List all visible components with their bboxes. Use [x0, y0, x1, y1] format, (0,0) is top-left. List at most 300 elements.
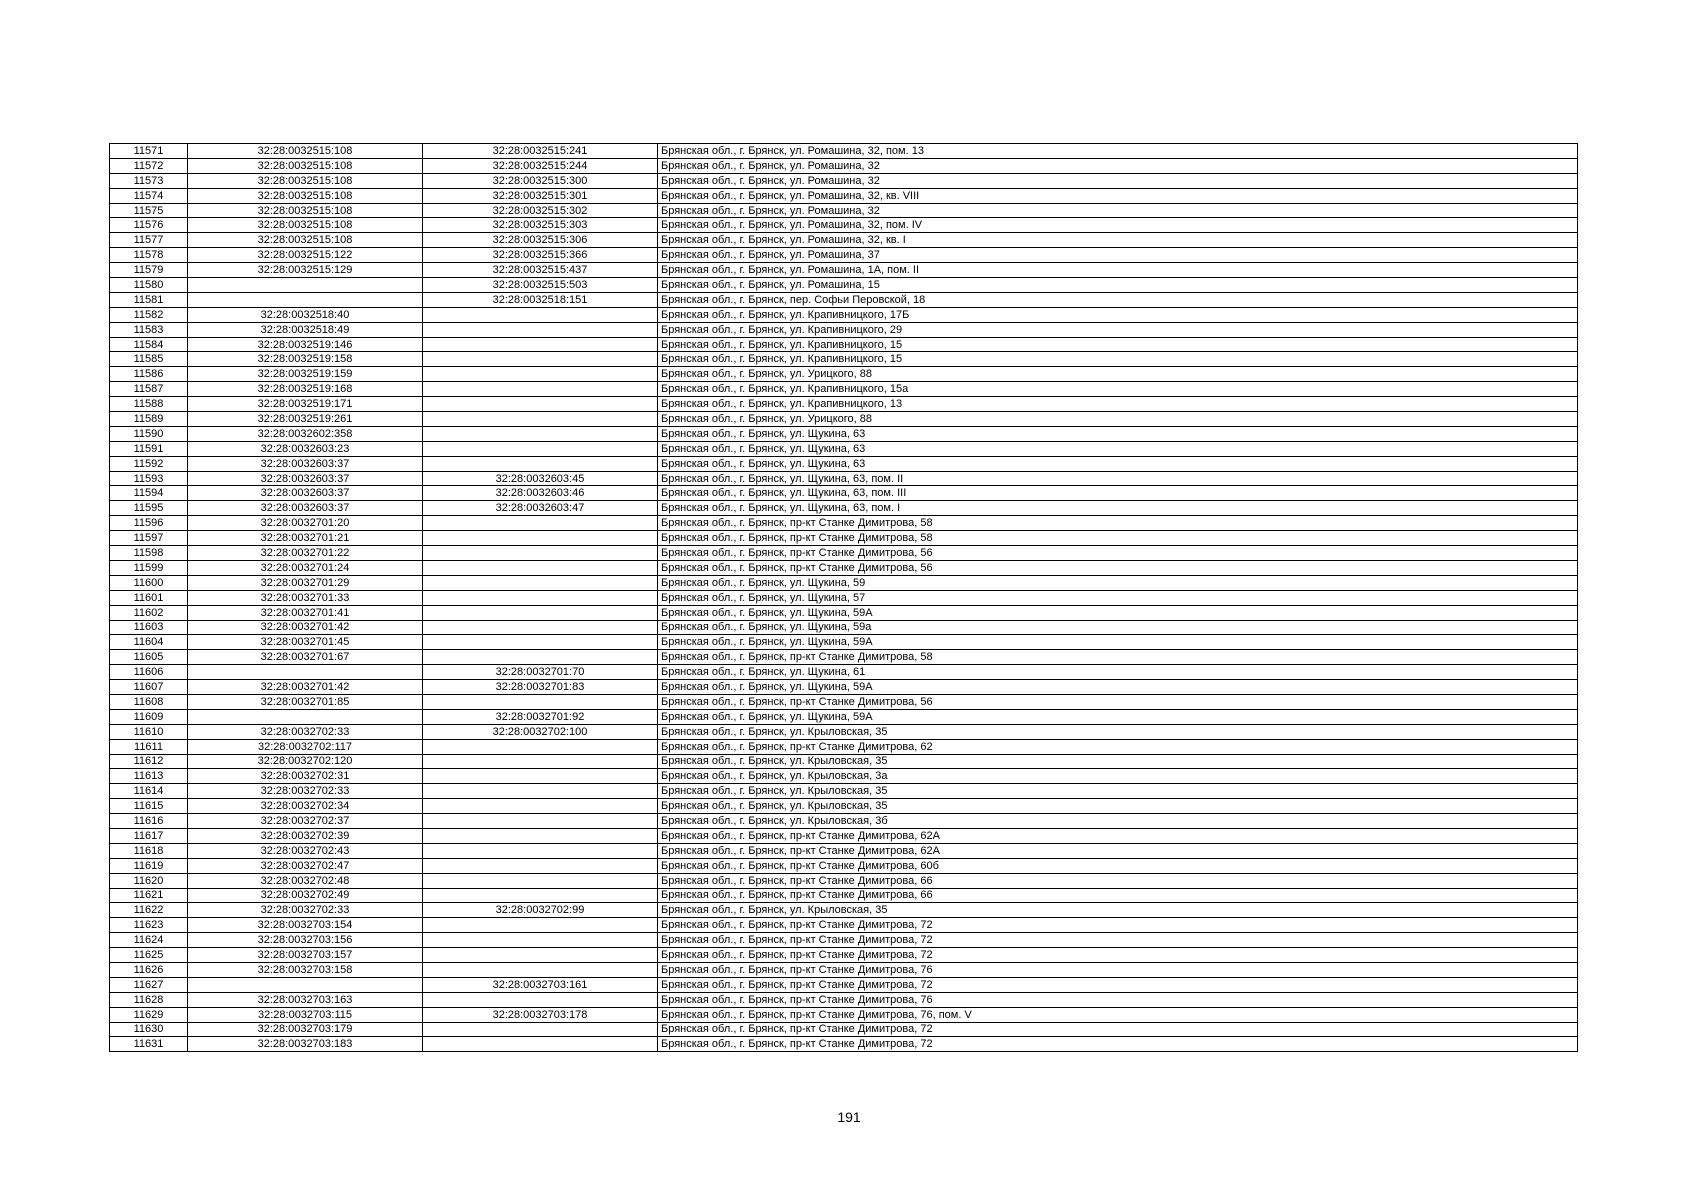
row-number-cell: 11587: [110, 382, 188, 397]
row-number-cell: 11625: [110, 948, 188, 963]
address-cell: Брянская обл., г. Брянск, пр-кт Станке Димитрова, 72: [658, 1037, 1578, 1052]
object-cadastral-number-cell: [423, 888, 658, 903]
address-cell: Брянская обл., г. Брянск, ул. Щукина, 63, пом. III: [658, 486, 1578, 501]
object-cadastral-number-cell: [423, 873, 658, 888]
row-number-cell: 11607: [110, 680, 188, 695]
table-row: [110, 977, 1578, 992]
land-cadastral-number-cell: 32:28:0032701:22: [188, 546, 423, 561]
table-row: [110, 546, 1578, 561]
table-row: [110, 352, 1578, 367]
address-cell: Брянская обл., г. Брянск, ул. Ромашина, 32, кв. VIII: [658, 188, 1578, 203]
address-cell: Брянская обл., г. Брянск, пр-кт Станке Димитрова, 58: [658, 650, 1578, 665]
row-number-cell: 11595: [110, 501, 188, 516]
table-row: [110, 858, 1578, 873]
land-cadastral-number-cell: 32:28:0032702:47: [188, 858, 423, 873]
object-cadastral-number-cell: [423, 933, 658, 948]
row-number-cell: 11621: [110, 888, 188, 903]
address-cell: Брянская обл., г. Брянск, ул. Ромашина, 1А, пом. II: [658, 263, 1578, 278]
object-cadastral-number-cell: [423, 441, 658, 456]
object-cadastral-number-cell: [423, 590, 658, 605]
row-number-cell: 11616: [110, 814, 188, 829]
object-cadastral-number-cell: 32:28:0032701:83: [423, 680, 658, 695]
land-cadastral-number-cell: 32:28:0032702:43: [188, 843, 423, 858]
table-row: [110, 516, 1578, 531]
land-cadastral-number-cell: 32:28:0032519:168: [188, 382, 423, 397]
table-row: [110, 784, 1578, 799]
land-cadastral-number-cell: [188, 977, 423, 992]
land-cadastral-number-cell: 32:28:0032701:24: [188, 560, 423, 575]
table-row: [110, 933, 1578, 948]
row-number-cell: 11611: [110, 739, 188, 754]
address-cell: Брянская обл., г. Брянск, пр-кт Станке Димитрова, 76: [658, 962, 1578, 977]
table-row: [110, 441, 1578, 456]
table-row: [110, 739, 1578, 754]
address-cell: Брянская обл., г. Брянск, ул. Ромашина, 15: [658, 278, 1578, 293]
land-cadastral-number-cell: 32:28:0032515:108: [188, 233, 423, 248]
land-cadastral-number-cell: 32:28:0032703:154: [188, 918, 423, 933]
table-row: [110, 471, 1578, 486]
object-cadastral-number-cell: [423, 799, 658, 814]
land-cadastral-number-cell: 32:28:0032603:37: [188, 456, 423, 471]
address-cell: Брянская обл., г. Брянск, ул. Крыловская, 3б: [658, 814, 1578, 829]
address-cell: Брянская обл., г. Брянск, ул. Щукина, 61: [658, 665, 1578, 680]
row-number-cell: 11608: [110, 694, 188, 709]
object-cadastral-number-cell: 32:28:0032701:92: [423, 709, 658, 724]
table-row: [110, 992, 1578, 1007]
object-cadastral-number-cell: [423, 694, 658, 709]
row-number-cell: 11575: [110, 203, 188, 218]
land-cadastral-number-cell: 32:28:0032701:29: [188, 575, 423, 590]
row-number-cell: 11612: [110, 754, 188, 769]
land-cadastral-number-cell: 32:28:0032701:42: [188, 680, 423, 695]
object-cadastral-number-cell: [423, 620, 658, 635]
land-cadastral-number-cell: 32:28:0032702:39: [188, 828, 423, 843]
object-cadastral-number-cell: [423, 769, 658, 784]
land-cadastral-number-cell: 32:28:0032519:159: [188, 367, 423, 382]
address-cell: Брянская обл., г. Брянск, ул. Урицкого, 88: [658, 367, 1578, 382]
row-number-cell: 11628: [110, 992, 188, 1007]
land-cadastral-number-cell: 32:28:0032515:122: [188, 248, 423, 263]
object-cadastral-number-cell: [423, 307, 658, 322]
table-row: [110, 322, 1578, 337]
table-row: [110, 620, 1578, 635]
row-number-cell: 11571: [110, 144, 188, 159]
object-cadastral-number-cell: [423, 635, 658, 650]
object-cadastral-number-cell: [423, 754, 658, 769]
row-number-cell: 11577: [110, 233, 188, 248]
table-row: [110, 307, 1578, 322]
row-number-cell: 11631: [110, 1037, 188, 1052]
address-cell: Брянская обл., г. Брянск, ул. Щукина, 63, пом. I: [658, 501, 1578, 516]
table-row: [110, 456, 1578, 471]
row-number-cell: 11578: [110, 248, 188, 263]
address-cell: Брянская обл., г. Брянск, ул. Крыловская, 35: [658, 784, 1578, 799]
land-cadastral-number-cell: 32:28:0032519:261: [188, 412, 423, 427]
page-number: 191: [837, 1109, 861, 1125]
address-cell: Брянская обл., г. Брянск, пр-кт Станке Димитрова, 76: [658, 992, 1578, 1007]
row-number-cell: 11582: [110, 307, 188, 322]
table-row: [110, 635, 1578, 650]
land-cadastral-number-cell: 32:28:0032603:37: [188, 471, 423, 486]
land-cadastral-number-cell: [188, 292, 423, 307]
table-row: [110, 292, 1578, 307]
object-cadastral-number-cell: [423, 1037, 658, 1052]
table-row: [110, 1037, 1578, 1052]
object-cadastral-number-cell: 32:28:0032701:70: [423, 665, 658, 680]
table-row: [110, 650, 1578, 665]
address-cell: Брянская обл., г. Брянск, пр-кт Станке Димитрова, 56: [658, 694, 1578, 709]
row-number-cell: 11627: [110, 977, 188, 992]
row-number-cell: 11580: [110, 278, 188, 293]
row-number-cell: 11630: [110, 1022, 188, 1037]
land-cadastral-number-cell: 32:28:0032701:20: [188, 516, 423, 531]
address-cell: Брянская обл., г. Брянск, ул. Щукина, 63, пом. II: [658, 471, 1578, 486]
row-number-cell: 11624: [110, 933, 188, 948]
table-row: [110, 590, 1578, 605]
table-row: [110, 560, 1578, 575]
object-cadastral-number-cell: [423, 858, 658, 873]
address-cell: Брянская обл., г. Брянск, ул. Ромашина, 32: [658, 158, 1578, 173]
row-number-cell: 11579: [110, 263, 188, 278]
row-number-cell: 11613: [110, 769, 188, 784]
table-row: [110, 426, 1578, 441]
object-cadastral-number-cell: [423, 531, 658, 546]
object-cadastral-number-cell: [423, 962, 658, 977]
row-number-cell: 11583: [110, 322, 188, 337]
address-cell: Брянская обл., г. Брянск, ул. Щукина, 63: [658, 456, 1578, 471]
land-cadastral-number-cell: 32:28:0032602:358: [188, 426, 423, 441]
object-cadastral-number-cell: 32:28:0032702:100: [423, 724, 658, 739]
table-row: [110, 218, 1578, 233]
address-cell: Брянская обл., г. Брянск, ул. Щукина, 63: [658, 426, 1578, 441]
row-number-cell: 11609: [110, 709, 188, 724]
address-cell: Брянская обл., г. Брянск, ул. Крапивницкого, 29: [658, 322, 1578, 337]
row-number-cell: 11622: [110, 903, 188, 918]
land-cadastral-number-cell: 32:28:0032702:33: [188, 724, 423, 739]
row-number-cell: 11604: [110, 635, 188, 650]
address-cell: Брянская обл., г. Брянск, ул. Крыловская, 35: [658, 754, 1578, 769]
row-number-cell: 11581: [110, 292, 188, 307]
land-cadastral-number-cell: 32:28:0032702:48: [188, 873, 423, 888]
object-cadastral-number-cell: 32:28:0032515:302: [423, 203, 658, 218]
land-cadastral-number-cell: 32:28:0032519:171: [188, 397, 423, 412]
address-cell: Брянская обл., г. Брянск, ул. Щукина, 59А: [658, 605, 1578, 620]
object-cadastral-number-cell: [423, 337, 658, 352]
table-row: [110, 233, 1578, 248]
object-cadastral-number-cell: [423, 352, 658, 367]
object-cadastral-number-cell: 32:28:0032515:244: [423, 158, 658, 173]
table-row: [110, 337, 1578, 352]
address-cell: Брянская обл., г. Брянск, ул. Ромашина, 32, пом. 13: [658, 144, 1578, 159]
object-cadastral-number-cell: 32:28:0032603:46: [423, 486, 658, 501]
table-row: [110, 486, 1578, 501]
address-cell: Брянская обл., г. Брянск, пр-кт Станке Димитрова, 58: [658, 531, 1578, 546]
land-cadastral-number-cell: 32:28:0032702:33: [188, 903, 423, 918]
object-cadastral-number-cell: 32:28:0032603:47: [423, 501, 658, 516]
address-cell: Брянская обл., г. Брянск, пер. Софьи Перовской, 18: [658, 292, 1578, 307]
land-cadastral-number-cell: 32:28:0032702:31: [188, 769, 423, 784]
row-number-cell: 11599: [110, 560, 188, 575]
table-row: [110, 814, 1578, 829]
register-table-body: [110, 144, 1578, 1052]
address-cell: Брянская обл., г. Брянск, пр-кт Станке Димитрова, 72: [658, 977, 1578, 992]
address-cell: Брянская обл., г. Брянск, ул. Урицкого, 88: [658, 412, 1578, 427]
land-cadastral-number-cell: 32:28:0032515:108: [188, 188, 423, 203]
row-number-cell: 11590: [110, 426, 188, 441]
table-row: [110, 278, 1578, 293]
address-cell: Брянская обл., г. Брянск, ул. Крыловская, 35: [658, 799, 1578, 814]
table-row: [110, 903, 1578, 918]
object-cadastral-number-cell: 32:28:0032603:45: [423, 471, 658, 486]
address-cell: Брянская обл., г. Брянск, ул. Ромашина, 32: [658, 203, 1578, 218]
row-number-cell: 11586: [110, 367, 188, 382]
row-number-cell: 11591: [110, 441, 188, 456]
object-cadastral-number-cell: [423, 456, 658, 471]
land-cadastral-number-cell: 32:28:0032702:34: [188, 799, 423, 814]
address-cell: Брянская обл., г. Брянск, пр-кт Станке Димитрова, 58: [658, 516, 1578, 531]
row-number-cell: 11606: [110, 665, 188, 680]
table-row: [110, 501, 1578, 516]
row-number-cell: 11596: [110, 516, 188, 531]
object-cadastral-number-cell: [423, 828, 658, 843]
address-cell: Брянская обл., г. Брянск, пр-кт Станке Димитрова, 72: [658, 933, 1578, 948]
object-cadastral-number-cell: [423, 322, 658, 337]
object-cadastral-number-cell: [423, 843, 658, 858]
object-cadastral-number-cell: 32:28:0032515:303: [423, 218, 658, 233]
address-cell: Брянская обл., г. Брянск, ул. Крапивницкого, 15а: [658, 382, 1578, 397]
row-number-cell: 11594: [110, 486, 188, 501]
row-number-cell: 11603: [110, 620, 188, 635]
row-number-cell: 11589: [110, 412, 188, 427]
table-row: [110, 412, 1578, 427]
table-row: [110, 531, 1578, 546]
table-row: [110, 248, 1578, 263]
land-cadastral-number-cell: 32:28:0032603:23: [188, 441, 423, 456]
land-cadastral-number-cell: 32:28:0032515:108: [188, 218, 423, 233]
row-number-cell: 11588: [110, 397, 188, 412]
row-number-cell: 11618: [110, 843, 188, 858]
land-cadastral-number-cell: 32:28:0032519:146: [188, 337, 423, 352]
object-cadastral-number-cell: 32:28:0032703:178: [423, 1007, 658, 1022]
address-cell: Брянская обл., г. Брянск, пр-кт Станке Димитрова, 72: [658, 948, 1578, 963]
object-cadastral-number-cell: [423, 948, 658, 963]
land-cadastral-number-cell: 32:28:0032702:49: [188, 888, 423, 903]
row-number-cell: 11585: [110, 352, 188, 367]
land-cadastral-number-cell: [188, 278, 423, 293]
land-cadastral-number-cell: 32:28:0032701:67: [188, 650, 423, 665]
land-cadastral-number-cell: 32:28:0032701:33: [188, 590, 423, 605]
object-cadastral-number-cell: 32:28:0032515:437: [423, 263, 658, 278]
object-cadastral-number-cell: 32:28:0032515:241: [423, 144, 658, 159]
object-cadastral-number-cell: [423, 426, 658, 441]
address-cell: Брянская обл., г. Брянск, ул. Крыловская, 35: [658, 903, 1578, 918]
address-cell: Брянская обл., г. Брянск, ул. Щукина, 59а: [658, 620, 1578, 635]
table-row: [110, 843, 1578, 858]
object-cadastral-number-cell: 32:28:0032515:300: [423, 173, 658, 188]
address-cell: Брянская обл., г. Брянск, пр-кт Станке Димитрова, 56: [658, 560, 1578, 575]
address-cell: Брянская обл., г. Брянск, ул. Щукина, 59А: [658, 680, 1578, 695]
address-cell: Брянская обл., г. Брянск, пр-кт Станке Димитрова, 66: [658, 888, 1578, 903]
land-cadastral-number-cell: 32:28:0032701:21: [188, 531, 423, 546]
table-row: [110, 382, 1578, 397]
row-number-cell: 11629: [110, 1007, 188, 1022]
row-number-cell: 11598: [110, 546, 188, 561]
row-number-cell: 11619: [110, 858, 188, 873]
table-row: [110, 1007, 1578, 1022]
land-cadastral-number-cell: 32:28:0032703:183: [188, 1037, 423, 1052]
address-cell: Брянская обл., г. Брянск, ул. Щукина, 63: [658, 441, 1578, 456]
address-cell: Брянская обл., г. Брянск, ул. Крапивницкого, 15: [658, 352, 1578, 367]
object-cadastral-number-cell: 32:28:0032515:503: [423, 278, 658, 293]
land-cadastral-number-cell: 32:28:0032519:158: [188, 352, 423, 367]
address-cell: Брянская обл., г. Брянск, пр-кт Станке Димитрова, 60б: [658, 858, 1578, 873]
land-cadastral-number-cell: [188, 709, 423, 724]
object-cadastral-number-cell: [423, 992, 658, 1007]
land-cadastral-number-cell: 32:28:0032702:37: [188, 814, 423, 829]
address-cell: Брянская обл., г. Брянск, пр-кт Станке Димитрова, 72: [658, 918, 1578, 933]
land-cadastral-number-cell: 32:28:0032702:120: [188, 754, 423, 769]
object-cadastral-number-cell: [423, 412, 658, 427]
land-cadastral-number-cell: 32:28:0032701:45: [188, 635, 423, 650]
row-number-cell: 11617: [110, 828, 188, 843]
object-cadastral-number-cell: 32:28:0032518:151: [423, 292, 658, 307]
address-cell: Брянская обл., г. Брянск, ул. Ромашина, 32: [658, 173, 1578, 188]
address-cell: Брянская обл., г. Брянск, ул. Ромашина, 37: [658, 248, 1578, 263]
address-cell: Брянская обл., г. Брянск, пр-кт Станке Димитрова, 76, пом. V: [658, 1007, 1578, 1022]
table-row: [110, 680, 1578, 695]
table-row: [110, 605, 1578, 620]
table-row: [110, 694, 1578, 709]
table-row: [110, 188, 1578, 203]
land-cadastral-number-cell: [188, 665, 423, 680]
object-cadastral-number-cell: [423, 560, 658, 575]
object-cadastral-number-cell: 32:28:0032515:301: [423, 188, 658, 203]
object-cadastral-number-cell: [423, 397, 658, 412]
row-number-cell: 11626: [110, 962, 188, 977]
object-cadastral-number-cell: [423, 546, 658, 561]
land-cadastral-number-cell: 32:28:0032603:37: [188, 486, 423, 501]
land-cadastral-number-cell: 32:28:0032515:108: [188, 144, 423, 159]
table-row: [110, 828, 1578, 843]
table-row: [110, 158, 1578, 173]
row-number-cell: 11620: [110, 873, 188, 888]
address-cell: Брянская обл., г. Брянск, ул. Крыловская, 3а: [658, 769, 1578, 784]
row-number-cell: 11592: [110, 456, 188, 471]
table-row: [110, 724, 1578, 739]
table-row: [110, 173, 1578, 188]
object-cadastral-number-cell: [423, 784, 658, 799]
land-cadastral-number-cell: 32:28:0032703:179: [188, 1022, 423, 1037]
land-cadastral-number-cell: 32:28:0032518:49: [188, 322, 423, 337]
object-cadastral-number-cell: [423, 605, 658, 620]
row-number-cell: 11601: [110, 590, 188, 605]
object-cadastral-number-cell: [423, 382, 658, 397]
address-cell: Брянская обл., г. Брянск, ул. Щукина, 59А: [658, 709, 1578, 724]
address-cell: Брянская обл., г. Брянск, ул. Крыловская, 35: [658, 724, 1578, 739]
table-row: [110, 769, 1578, 784]
row-number-cell: 11584: [110, 337, 188, 352]
row-number-cell: 11614: [110, 784, 188, 799]
table-row: [110, 665, 1578, 680]
row-number-cell: 11623: [110, 918, 188, 933]
object-cadastral-number-cell: [423, 575, 658, 590]
table-row: [110, 948, 1578, 963]
table-row: [110, 709, 1578, 724]
address-cell: Брянская обл., г. Брянск, ул. Ромашина, 32, кв. I: [658, 233, 1578, 248]
row-number-cell: 11574: [110, 188, 188, 203]
land-cadastral-number-cell: 32:28:0032703:115: [188, 1007, 423, 1022]
object-cadastral-number-cell: [423, 918, 658, 933]
address-cell: Брянская обл., г. Брянск, пр-кт Станке Димитрова, 56: [658, 546, 1578, 561]
object-cadastral-number-cell: 32:28:0032515:306: [423, 233, 658, 248]
land-cadastral-number-cell: 32:28:0032518:40: [188, 307, 423, 322]
table-row: [110, 575, 1578, 590]
address-cell: Брянская обл., г. Брянск, ул. Щукина, 57: [658, 590, 1578, 605]
address-cell: Брянская обл., г. Брянск, пр-кт Станке Димитрова, 62А: [658, 843, 1578, 858]
table-row: [110, 263, 1578, 278]
register-table: [109, 143, 1578, 1052]
land-cadastral-number-cell: 32:28:0032515:108: [188, 173, 423, 188]
object-cadastral-number-cell: [423, 650, 658, 665]
address-cell: Брянская обл., г. Брянск, ул. Крапивницкого, 13: [658, 397, 1578, 412]
table-row: [110, 873, 1578, 888]
table-row: [110, 397, 1578, 412]
table-row: [110, 754, 1578, 769]
object-cadastral-number-cell: [423, 739, 658, 754]
row-number-cell: 11602: [110, 605, 188, 620]
row-number-cell: 11605: [110, 650, 188, 665]
land-cadastral-number-cell: 32:28:0032603:37: [188, 501, 423, 516]
object-cadastral-number-cell: [423, 1022, 658, 1037]
row-number-cell: 11593: [110, 471, 188, 486]
land-cadastral-number-cell: 32:28:0032515:129: [188, 263, 423, 278]
address-cell: Брянская обл., г. Брянск, ул. Щукина, 59А: [658, 635, 1578, 650]
land-cadastral-number-cell: 32:28:0032701:85: [188, 694, 423, 709]
table-row: [110, 203, 1578, 218]
address-cell: Брянская обл., г. Брянск, пр-кт Станке Димитрова, 62: [658, 739, 1578, 754]
land-cadastral-number-cell: 32:28:0032703:156: [188, 933, 423, 948]
address-cell: Брянская обл., г. Брянск, ул. Крапивницкого, 17Б: [658, 307, 1578, 322]
land-cadastral-number-cell: 32:28:0032702:33: [188, 784, 423, 799]
row-number-cell: 11615: [110, 799, 188, 814]
table-row: [110, 962, 1578, 977]
land-cadastral-number-cell: 32:28:0032515:108: [188, 203, 423, 218]
land-cadastral-number-cell: 32:28:0032701:41: [188, 605, 423, 620]
address-cell: Брянская обл., г. Брянск, пр-кт Станке Димитрова, 72: [658, 1022, 1578, 1037]
land-cadastral-number-cell: 32:28:0032703:163: [188, 992, 423, 1007]
row-number-cell: 11572: [110, 158, 188, 173]
address-cell: Брянская обл., г. Брянск, ул. Ромашина, 32, пом. IV: [658, 218, 1578, 233]
address-cell: Брянская обл., г. Брянск, пр-кт Станке Димитрова, 66: [658, 873, 1578, 888]
table-row: [110, 1022, 1578, 1037]
table-row: [110, 144, 1578, 159]
row-number-cell: 11576: [110, 218, 188, 233]
object-cadastral-number-cell: 32:28:0032703:161: [423, 977, 658, 992]
address-cell: Брянская обл., г. Брянск, ул. Щукина, 59: [658, 575, 1578, 590]
row-number-cell: 11597: [110, 531, 188, 546]
table-row: [110, 367, 1578, 382]
table-row: [110, 918, 1578, 933]
object-cadastral-number-cell: [423, 367, 658, 382]
land-cadastral-number-cell: 32:28:0032701:42: [188, 620, 423, 635]
table-row: [110, 888, 1578, 903]
land-cadastral-number-cell: 32:28:0032702:117: [188, 739, 423, 754]
row-number-cell: 11610: [110, 724, 188, 739]
land-cadastral-number-cell: 32:28:0032515:108: [188, 158, 423, 173]
object-cadastral-number-cell: 32:28:0032702:99: [423, 903, 658, 918]
land-cadastral-number-cell: 32:28:0032703:158: [188, 962, 423, 977]
object-cadastral-number-cell: [423, 516, 658, 531]
